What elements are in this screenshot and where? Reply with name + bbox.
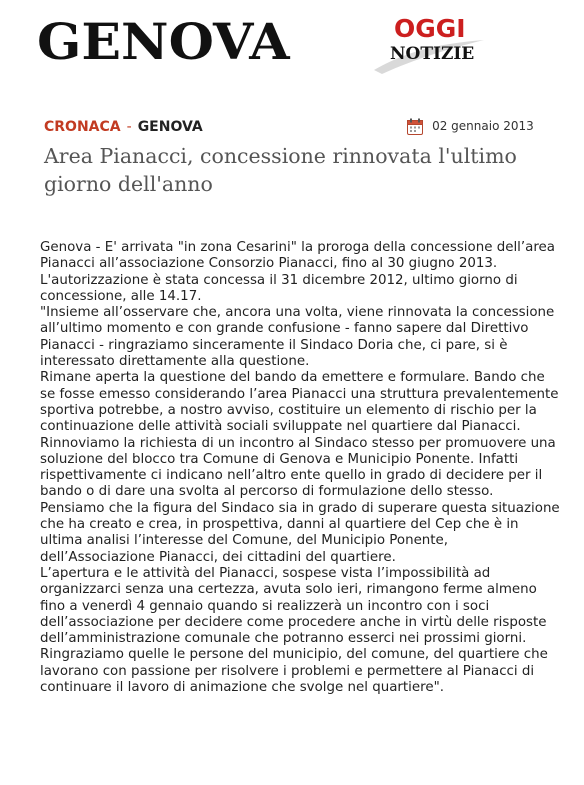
article-paragraph: Rinnoviamo la richiesta di un incontro al Sindaco stesso per promuovere una soluzione del blocco tra Comune di Genova e Municipio Ponente. Infatti rispettivamente ci indicano nell’altro ente quello in grado di decidere per il bando o di dare una svolta al percorso di formulazione dello stesso. Pensiamo che la figura del Sindaco sia in grado di superare questa situazione che ha creato e crea, in prospettiva, danni al quartiere del Cep che è in ultima analisi l’interesse del Comune, del Municipio Ponente, dell’Associazione Pianacci, dei cittadini del quartiere. — [40, 435, 560, 565]
article-title: Area Pianacci, concessione rinnovata l'ultimo giorno dell'anno — [44, 144, 517, 196]
breadcrumb-separator: - — [126, 119, 132, 135]
article-date — [407, 118, 534, 136]
article-paragraph: Genova - E' arrivata "in zona Cesarini" la proroga della concessione dell’area Pianacci all’associazione Consorzio Pianacci, fino al 30 giugno 2013. L'autorizzazione è stata concessa il 31 dicembre 2012, ultimo giorno di concessione, alle 14.17. — [40, 240, 556, 304]
article-paragraph: "Insieme all’osservare che, ancora una volta, viene rinnovata la concessione all’ultimo momento e con grande confusione - fanno sapere dal Direttivo Pianacci - ringraziamo sinceramente il Sindaco Doria che, ci pare, si è interessato direttamente alla questione. — [40, 305, 555, 370]
subcategory-link[interactable]: GENOVA — [137, 119, 203, 135]
article-paragraph: L’apertura e le attività del Pianacci, sospese vista l’impossibilità ad organizzarci senza una certezza, avuta solo ieri, rimangono ferme almeno fino a venerdì 4 gennaio quando si realizzerà un incontro con i soci dell’associazione per decidere come procedere anche in virtù delle risposte dell’amministrazione comunale che potranno esserci nei prossimi giorni. — [40, 565, 547, 647]
oggi-notizie-logo — [372, 14, 492, 76]
logo-oggi: OGGI — [394, 14, 466, 43]
calendar-icon — [407, 118, 423, 135]
article-paragraph: Ringraziamo quelle le persone del municipio, del comune, del quartiere che lavorano con passione per risolvere i problemi e permettere al Pianacci di continuare il lavoro di animazione che svolge nel quartiere". — [40, 647, 548, 696]
breadcrumb — [44, 118, 203, 136]
masthead — [0, 0, 584, 90]
date-label: 02 gennaio 2013 — [432, 119, 534, 133]
article-body — [40, 240, 560, 696]
article-paragraph: Rimane aperta la questione del bando da emettere e formulare. Bando che se fosse emesso considerando l’area Pianacci una struttura prevalentemente sportiva potrebbe, a nostro avviso, costituire un elemento di rischio per la continuazione delle attività sociali sviluppate nel quartiere dal Pianacci. — [40, 370, 559, 435]
logo-notizie: NOTIZIE — [390, 44, 475, 64]
category-link[interactable]: CRONACA — [44, 119, 121, 135]
article-meta — [44, 118, 544, 136]
site-logo[interactable]: GENOVA — [37, 12, 290, 71]
